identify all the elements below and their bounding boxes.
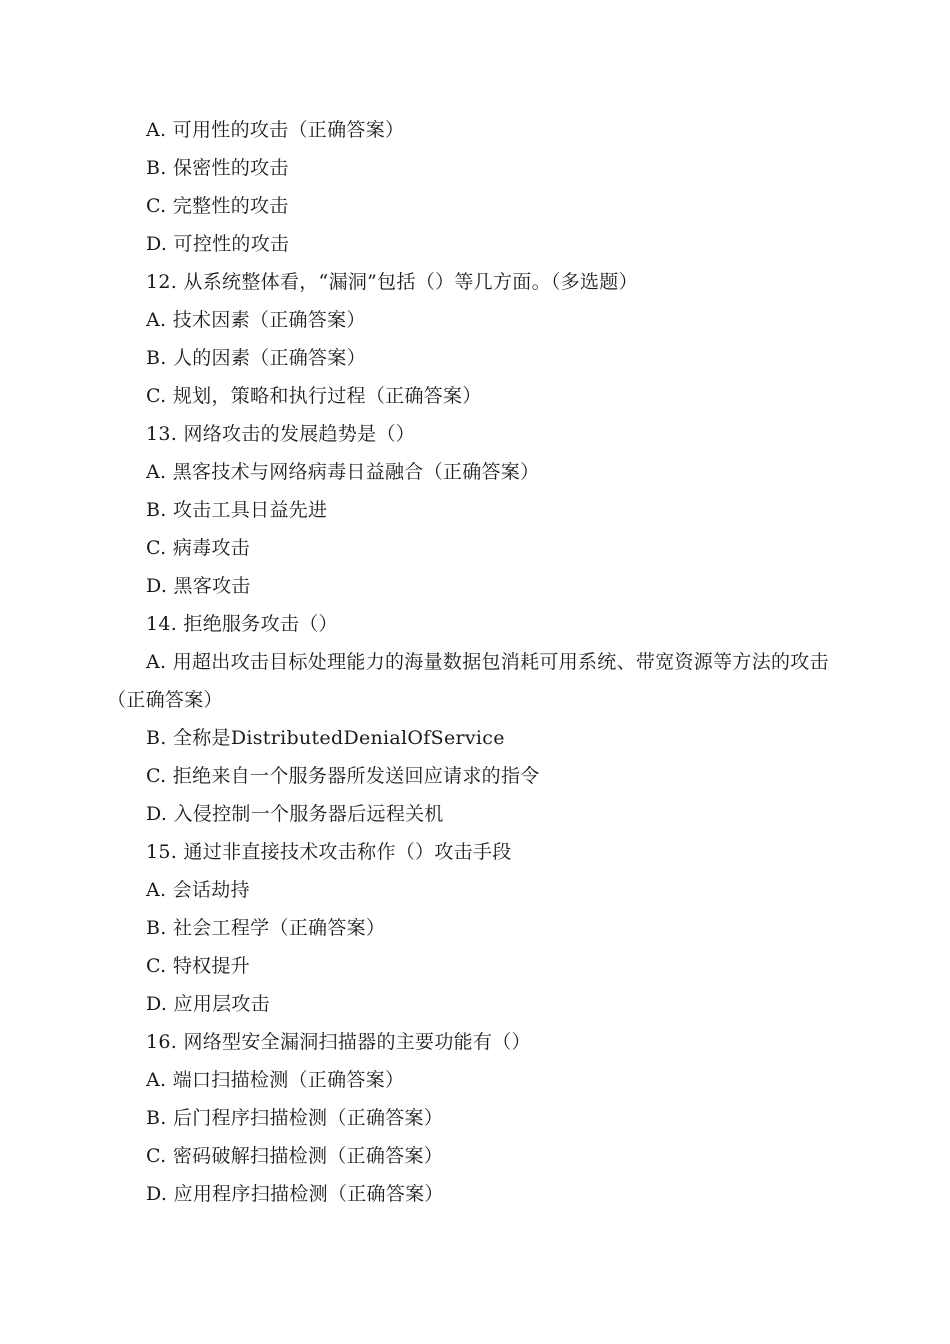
document-body bbox=[107, 111, 847, 1213]
option-14-a: A. 用超出攻击目标处理能力的海量数据包消耗可用系统、带宽资源等方法的攻击（正确答案） bbox=[107, 651, 829, 711]
question-13: 13. 网络攻击的发展趋势是（） bbox=[146, 423, 416, 445]
option-14-d: D. 入侵控制一个服务器后远程关机 bbox=[146, 803, 444, 825]
option-16-b: B. 后门程序扫描检测（正确答案） bbox=[146, 1107, 444, 1129]
option-16-c: C. 密码破解扫描检测（正确答案） bbox=[146, 1145, 444, 1167]
option-12-c: C. 规划，策略和执行过程（正确答案） bbox=[146, 385, 482, 407]
option-11-b: B. 保密性的攻击 bbox=[146, 157, 289, 179]
option-12-b: B. 人的因素（正确答案） bbox=[146, 347, 366, 369]
option-13-c: C. 病毒攻击 bbox=[146, 537, 251, 559]
option-11-a: A. 可用性的攻击（正确答案） bbox=[146, 119, 405, 141]
option-15-b: B. 社会工程学（正确答案） bbox=[146, 917, 386, 939]
option-13-d: D. 黑客攻击 bbox=[146, 575, 251, 597]
option-11-d: D. 可控性的攻击 bbox=[146, 233, 290, 255]
question-14: 14. 拒绝服务攻击（） bbox=[146, 613, 338, 635]
question-15: 15. 通过非直接技术攻击称作（）攻击手段 bbox=[146, 841, 512, 863]
option-15-a: A. 会话劫持 bbox=[146, 879, 250, 901]
option-14-c: C. 拒绝来自一个服务器所发送回应请求的指令 bbox=[146, 765, 540, 787]
question-16: 16. 网络型安全漏洞扫描器的主要功能有（） bbox=[146, 1031, 531, 1053]
option-14-b: B. 全称是DistributedDenialOfService bbox=[146, 727, 505, 749]
option-15-c: C. 特权提升 bbox=[146, 955, 251, 977]
option-13-a: A. 黑客技术与网络病毒日益融合（正确答案） bbox=[146, 461, 540, 483]
option-13-b: B. 攻击工具日益先进 bbox=[146, 499, 328, 521]
question-12: 12. 从系统整体看，“漏洞”包括（）等几方面。（多选题） bbox=[146, 271, 638, 293]
option-16-d: D. 应用程序扫描检测（正确答案） bbox=[146, 1183, 444, 1205]
option-11-c: C. 完整性的攻击 bbox=[146, 195, 289, 217]
option-15-d: D. 应用层攻击 bbox=[146, 993, 271, 1015]
option-12-a: A. 技术因素（正确答案） bbox=[146, 309, 366, 331]
option-16-a: A. 端口扫描检测（正确答案） bbox=[146, 1069, 405, 1091]
